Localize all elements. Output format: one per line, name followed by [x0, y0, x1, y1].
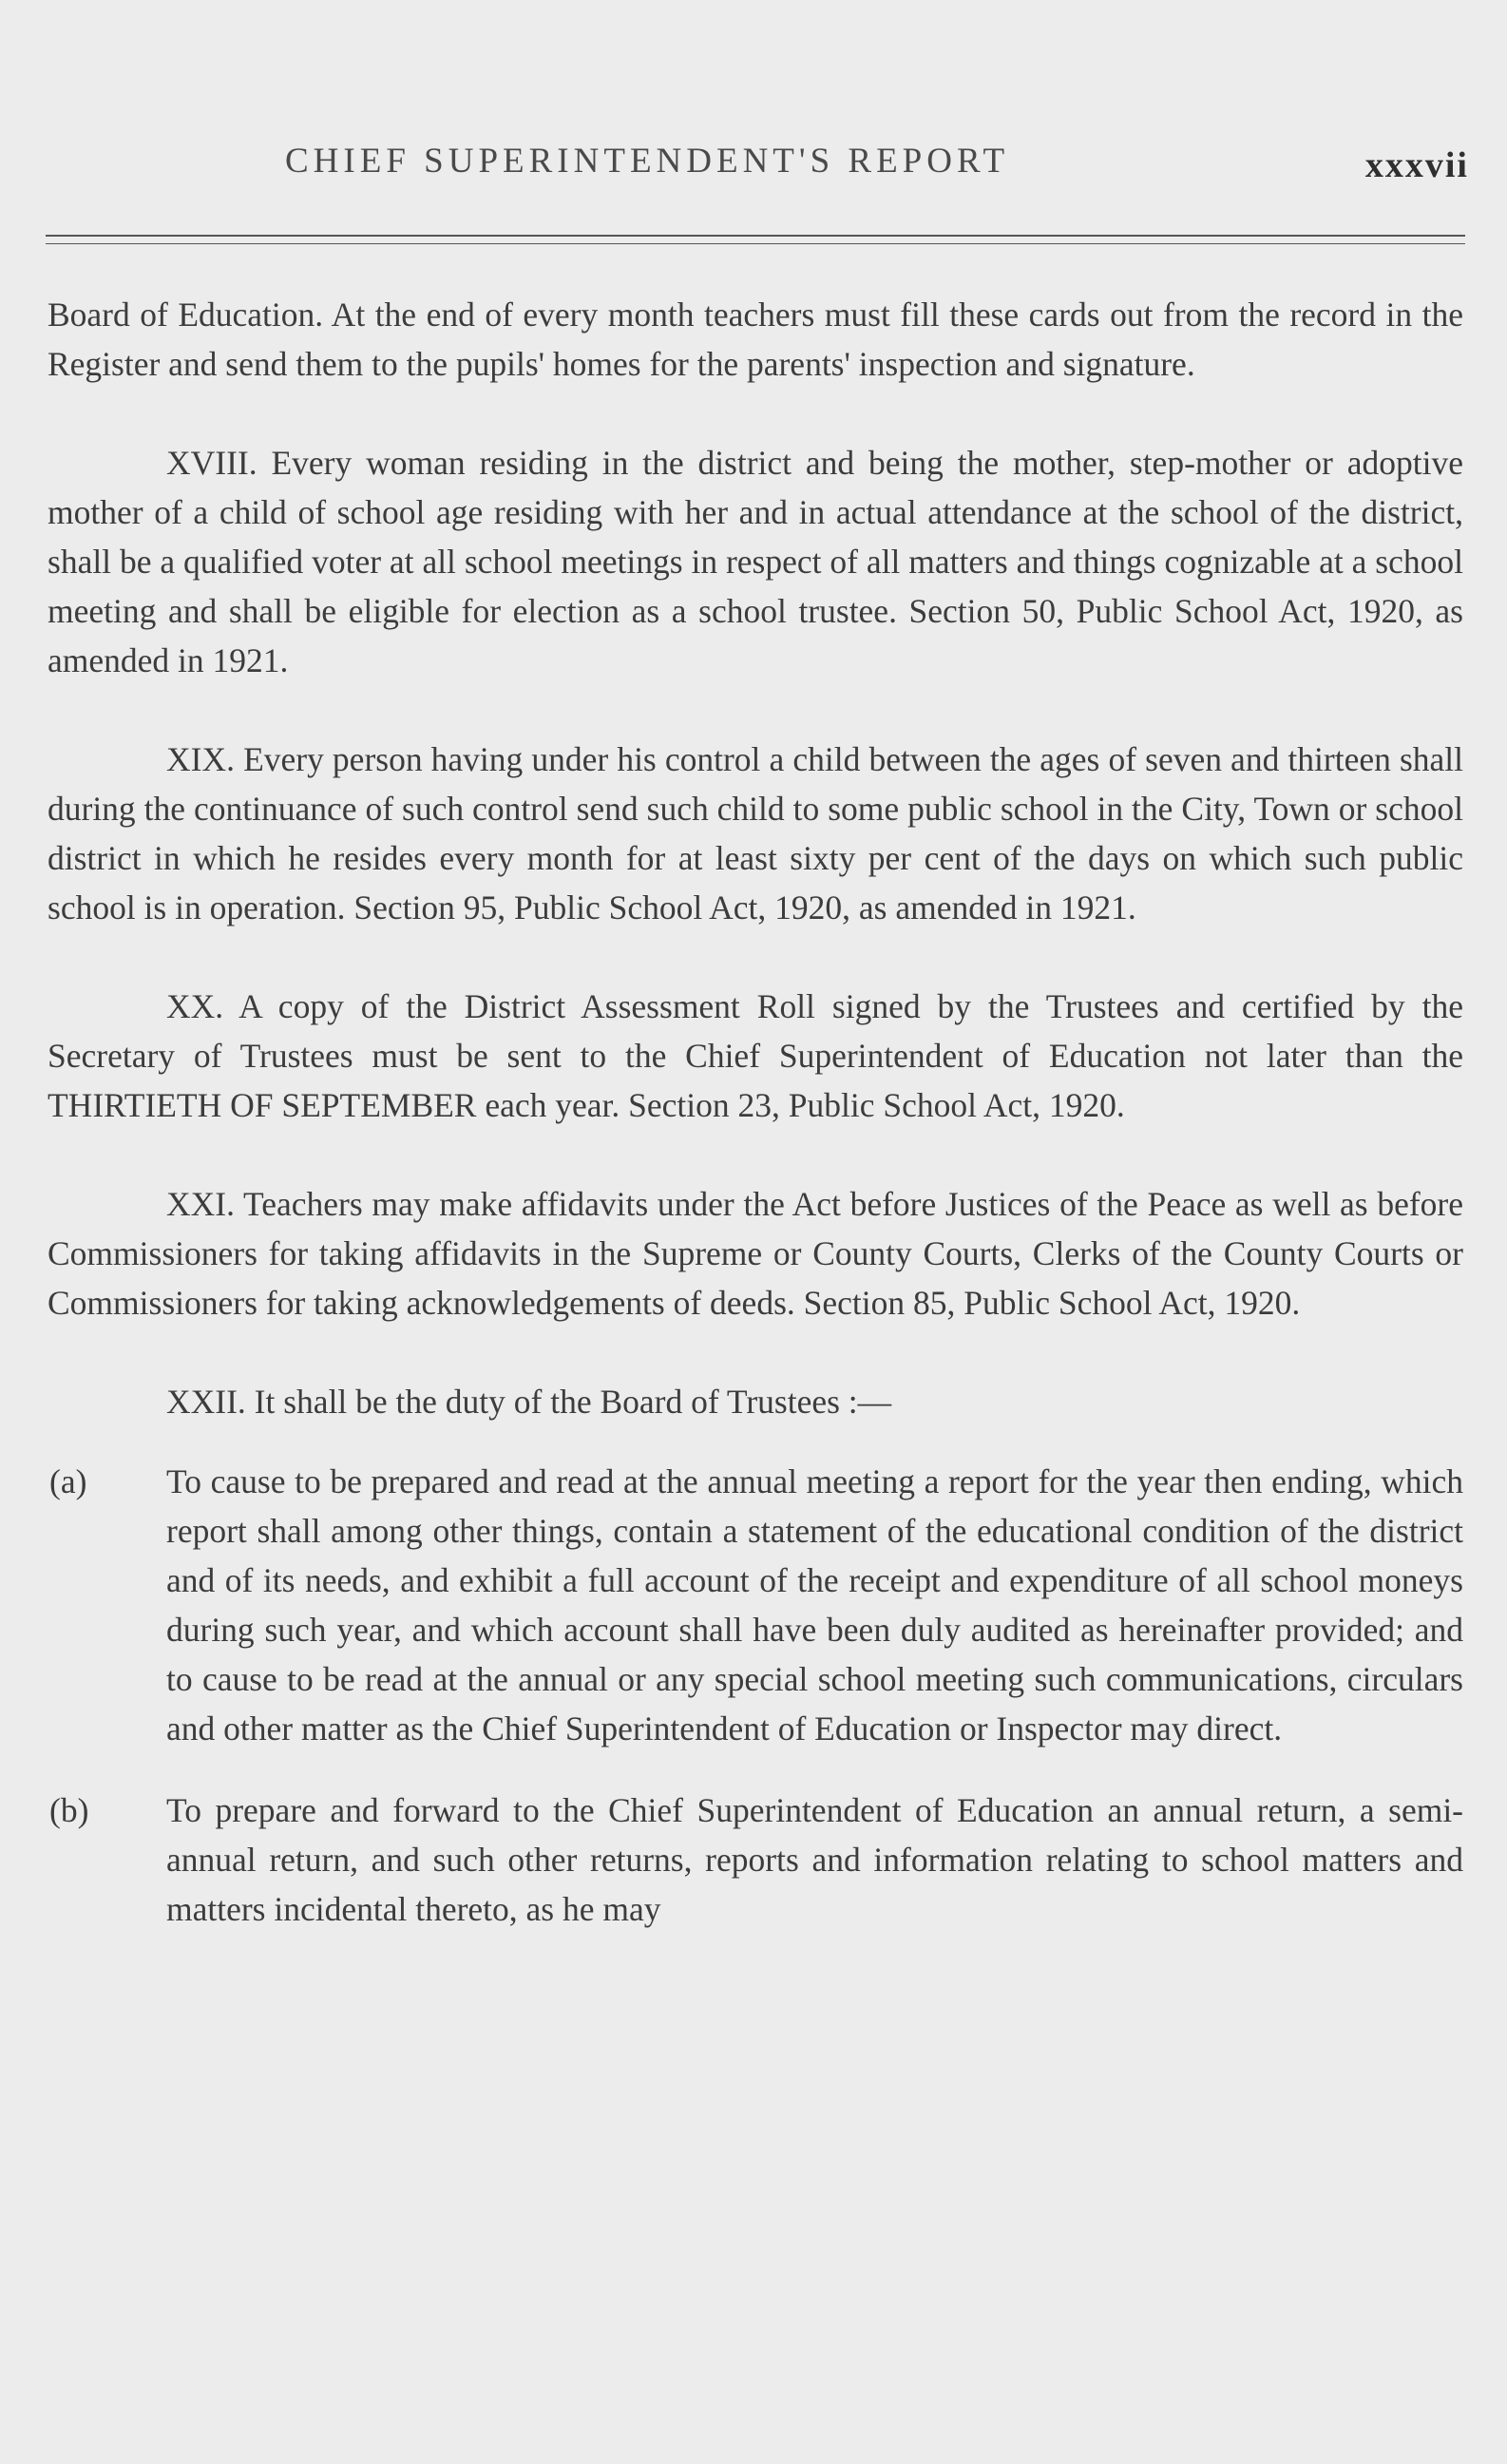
page-number: xxxvii [1364, 145, 1469, 185]
paragraph-xx: XX. A copy of the District Assessment Roll signed by the Trustees and certified by the Secretary of Trustees must be sent to the Chief Superintendent of Education not later than the THIRTIETH OF SEPTEMBER each year. Section 23, Public School Act, 1920. [48, 987, 1463, 1124]
header-rule [46, 235, 1465, 237]
paragraph-xix: XIX. Every person having under his control a child between the ages of seven and thirteen shall during the continuance of such control send such child to some public school in the City, Town or school district in which he resides every month for at least sixty per cent of the days on which such public school is in operation. Section 95, Public School Act, 1920, as amended in 1921. [48, 740, 1463, 926]
list-item-a [48, 1457, 1463, 1753]
list-marker-a: (a) [49, 1462, 87, 1500]
list-marker-b: (b) [49, 1791, 89, 1829]
header-rule-thin [46, 243, 1465, 244]
list-item-b [48, 1786, 1463, 1934]
paragraph-xxii: XXII. It shall be the duty of the Board of Trustees :— [166, 1383, 892, 1421]
list-item-a-text: To cause to be prepared and read at the annual meeting a report for the year then ending, which report shall among other things, contain a statement of the educational condition of the district and of its needs, and exhibit a full account of the receipt and expenditure of all school moneys during such year, and which account shall have been duly audited as hereinafter provided; and to cause to be read at the annual or any special school meeting such communications, circulars and other matter as the Chief Superintendent of Education or Inspector may direct. [166, 1462, 1463, 1748]
page-header [0, 141, 1507, 198]
list-item-b-text: To prepare and forward to the Chief Superintendent of Education an annual return, a semi-annual return, and such other returns, reports and information relating to school matters and matters incidental thereto, as he may [166, 1791, 1463, 1928]
paragraph-xxi: XXI. Teachers may make affidavits under the Act before Justices of the Peace as well as before Commissioners for taking affidavits in the Supreme or County Courts, Clerks of the County Courts or Commissioners for taking acknowledgements of deeds. Section 85, Public School Act, 1920. [48, 1185, 1463, 1322]
paragraph-continuation: Board of Education. At the end of every month teachers must fill these cards out from the record in the Register and send them to the pupils' homes for the parents' inspection and signature. [48, 296, 1463, 383]
running-head: CHIEF SUPERINTENDENT'S REPORT [285, 142, 1010, 181]
body-text [48, 290, 1463, 1966]
paragraph-xviii: XVIII. Every woman residing in the district and being the mother, step-mother or adoptive mother of a child of school age residing with her and in actual attendance at the school of the district, shall be a qualified voter at all school meetings in respect of all matters and things cognizable at a school meeting and shall be eligible for election as a school trustee. Section 50, Public School Act, 1920, as amended in 1921. [48, 444, 1463, 679]
